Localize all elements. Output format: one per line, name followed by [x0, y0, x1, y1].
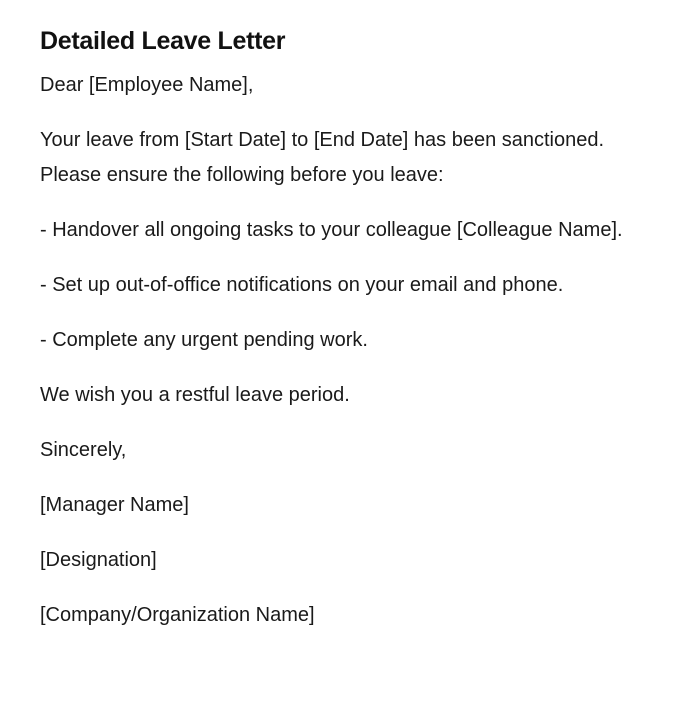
closing-wish: We wish you a restful leave period. — [40, 384, 350, 406]
designation: [Designation] — [40, 549, 157, 571]
list-item-pending-work: - Complete any urgent pending work. — [40, 329, 368, 351]
list-item-out-of-office: - Set up out-of-office notifications on your email and phone. — [40, 274, 564, 296]
list-item-handover: - Handover all ongoing tasks to your colleague [Colleague Name]. — [40, 219, 623, 241]
sign-off: Sincerely, — [40, 439, 127, 461]
organization-name: [Company/Organization Name] — [40, 604, 315, 626]
greeting: Dear [Employee Name], — [40, 74, 254, 96]
manager-name: [Manager Name] — [40, 494, 189, 516]
letter-title: Detailed Leave Letter — [40, 27, 286, 55]
body-paragraph: Your leave from [Start Date] to [End Date] has been sanctioned. Please ensure the following before you leave: — [40, 129, 605, 186]
